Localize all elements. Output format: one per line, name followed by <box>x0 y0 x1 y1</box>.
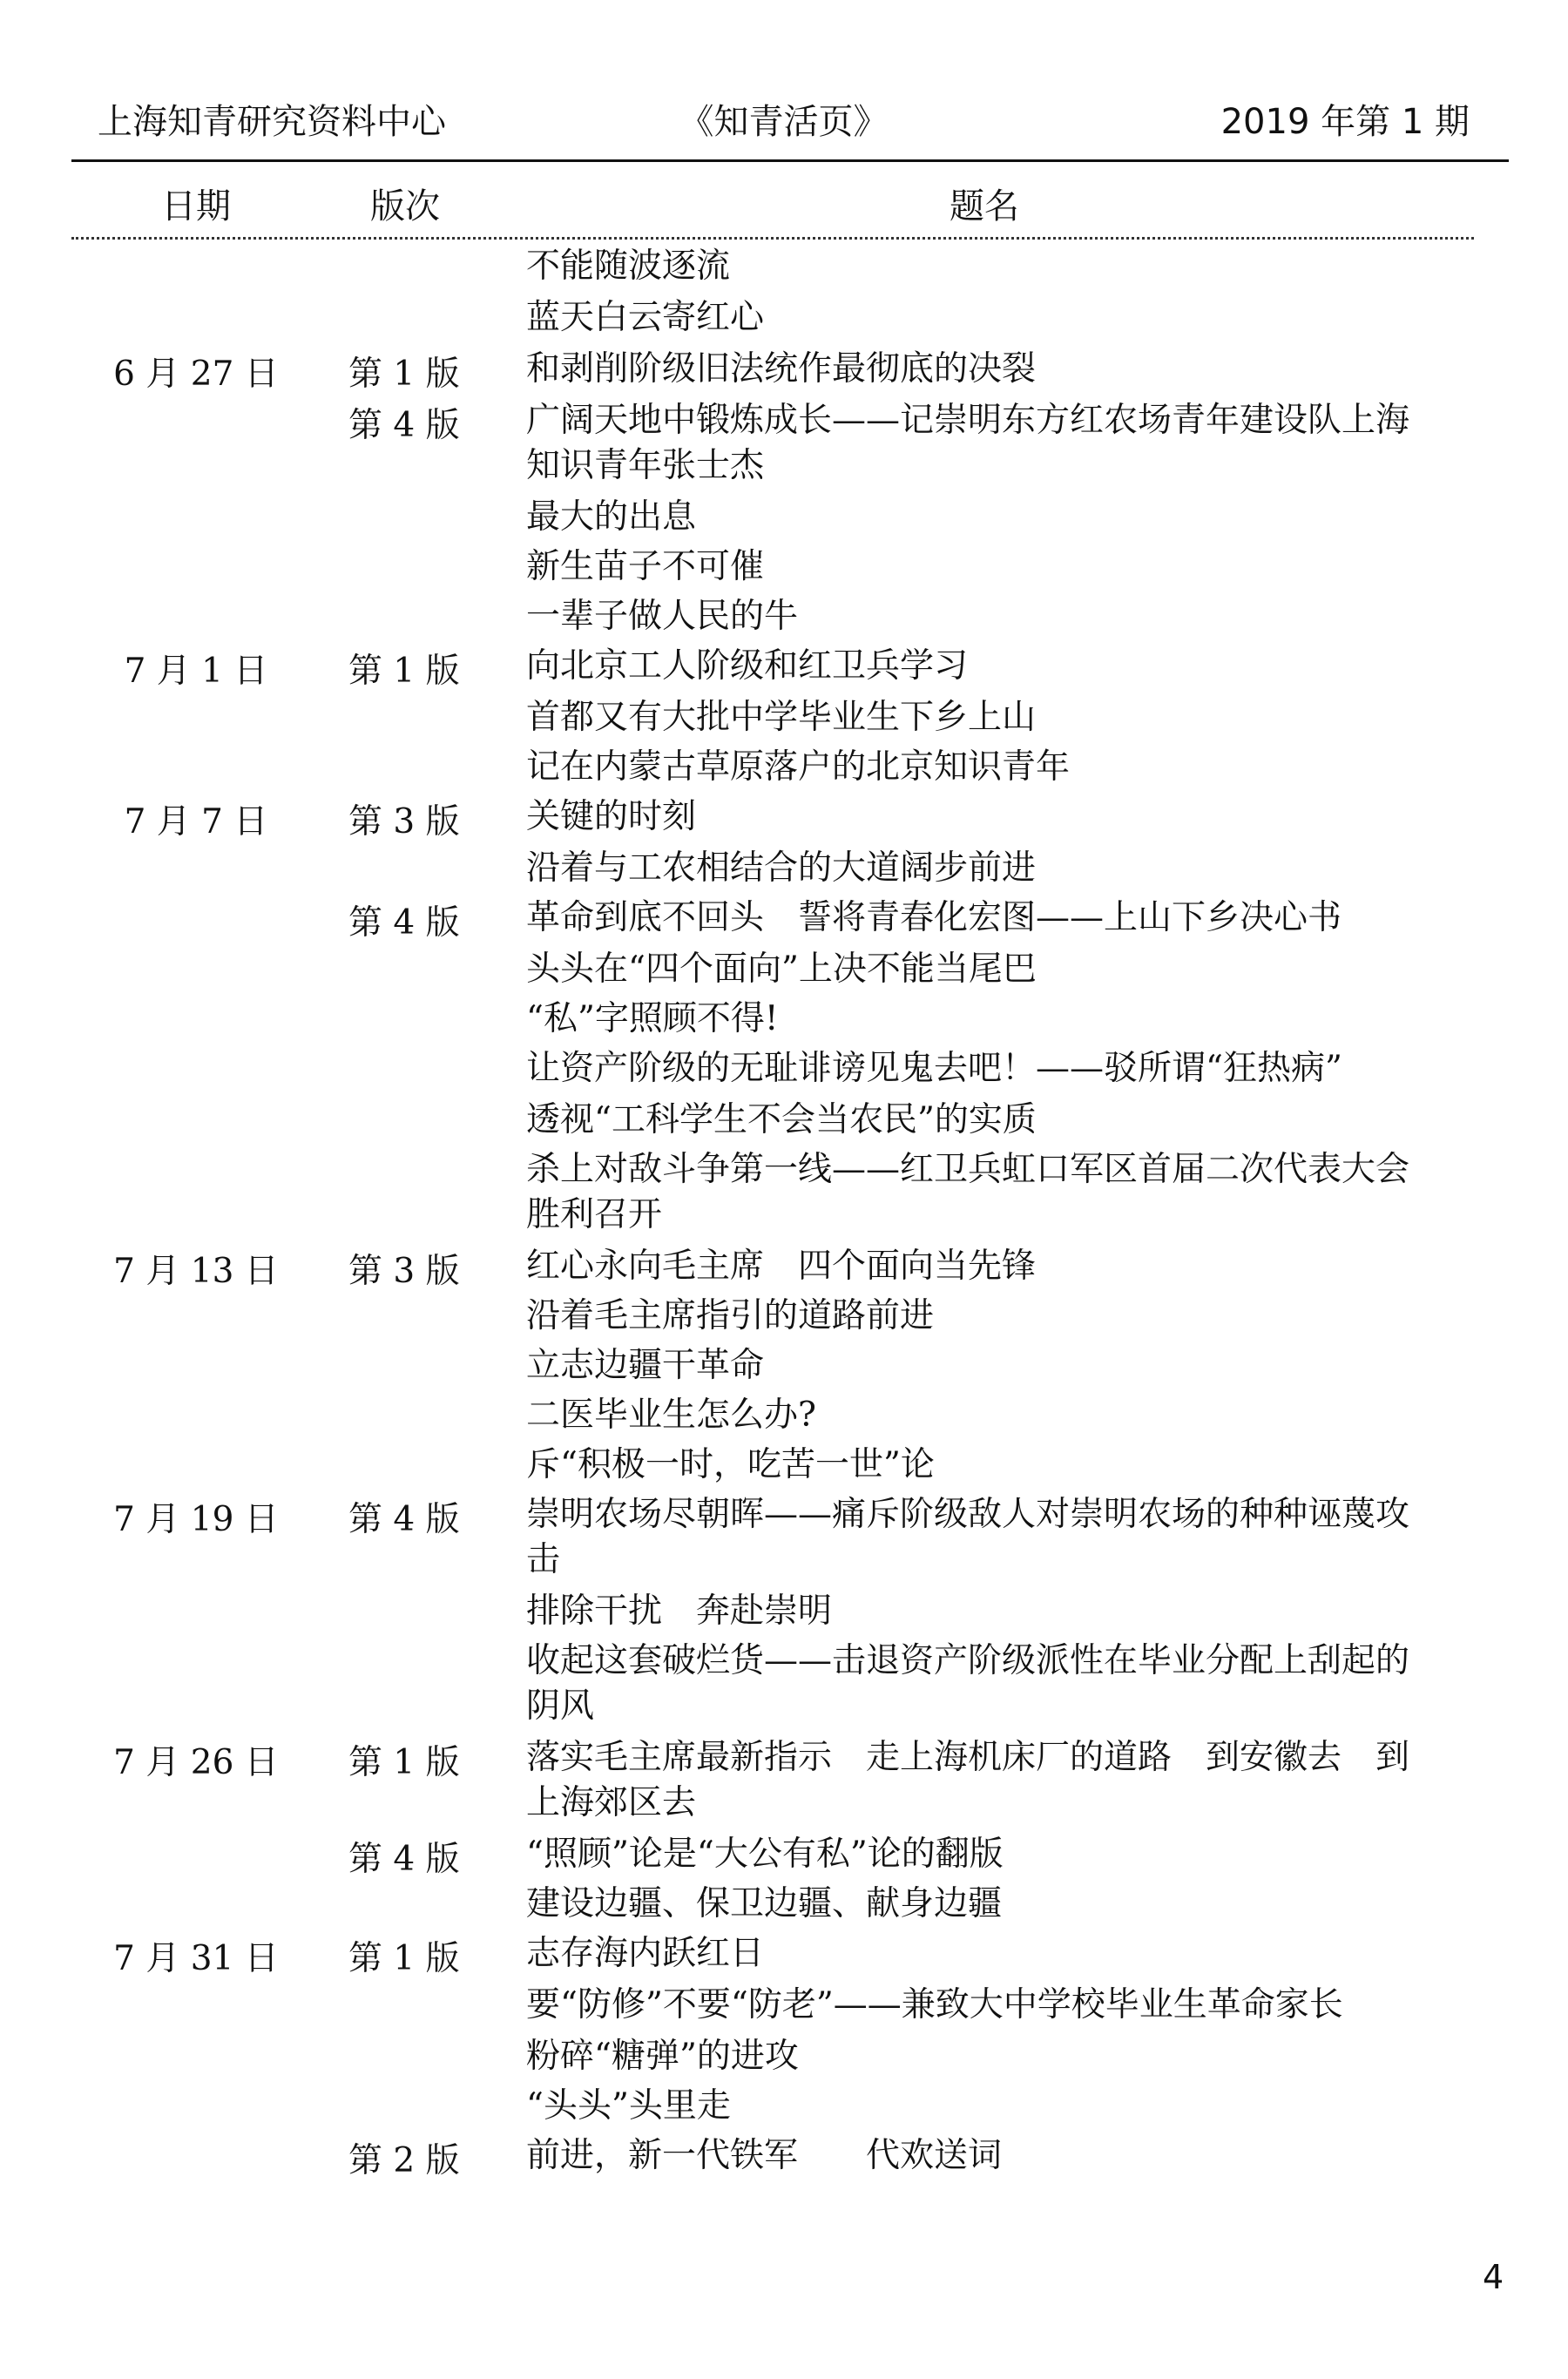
table-row <box>0 846 1568 891</box>
table-row <box>0 1393 1568 1438</box>
row-date: 7 月 26 日 <box>113 1743 279 1782</box>
row-title: 向北京工人阶级和红卫兵学习 <box>526 646 969 686</box>
table-row <box>0 1046 1568 1092</box>
table-row <box>0 398 1568 489</box>
table-row <box>0 1343 1568 1389</box>
row-title: “头头”头里走 <box>526 2086 731 2126</box>
table-row <box>0 1832 1568 1877</box>
row-title: 蓝天白云寄红心 <box>526 298 765 337</box>
header-issue: 2019 年第 1 期 <box>1220 102 1470 142</box>
header-rule <box>71 159 1509 162</box>
row-title: 沿着毛主席指引的道路前进 <box>526 1296 935 1335</box>
column-header-date: 日期 <box>161 186 231 226</box>
table-row <box>0 1735 1568 1826</box>
row-title: 二医毕业生怎么办? <box>526 1396 816 1435</box>
row-title: 一辈子做人民的牛 <box>526 597 799 636</box>
row-date: 7 月 7 日 <box>124 802 268 841</box>
column-header-edition: 版次 <box>370 186 440 226</box>
row-title: “私”字照顾不得! <box>526 999 779 1038</box>
row-title: 广阔天地中锻炼成长——记崇明东方红农场青年建设队上海知识青年张士杰 <box>526 401 1410 485</box>
row-edition: 第 4 版 <box>348 406 460 445</box>
row-title: 建设边疆、保卫边疆、献身边疆 <box>526 1884 1003 1923</box>
row-date: 7 月 31 日 <box>113 1939 279 1978</box>
table-row <box>0 947 1568 992</box>
row-edition: 第 3 版 <box>348 1252 460 1291</box>
table-row <box>0 896 1568 941</box>
table-row <box>0 745 1568 790</box>
row-edition: 第 1 版 <box>348 1743 460 1782</box>
row-title: 立志边疆干革命 <box>526 1346 765 1385</box>
table-row <box>0 2034 1568 2079</box>
row-title: 让资产阶级的无耻诽谤见鬼去吧！——驳所谓“狂热病” <box>526 1049 1342 1088</box>
row-edition: 第 4 版 <box>348 1500 460 1539</box>
table-row <box>0 295 1568 341</box>
table-row <box>0 244 1568 289</box>
table-row <box>0 644 1568 689</box>
table-row <box>0 594 1568 639</box>
row-title: 记在内蒙古草原落户的北京知识青年 <box>526 747 1071 787</box>
row-edition: 第 1 版 <box>348 1939 460 1978</box>
row-date: 7 月 1 日 <box>124 652 268 691</box>
header-organization: 上海知青研究资料中心 <box>98 102 446 142</box>
row-title: 红心永向毛主席 四个面向当先锋 <box>526 1247 1037 1286</box>
table-row <box>0 695 1568 740</box>
row-edition: 第 4 版 <box>348 1840 460 1879</box>
row-title: 崇明农场尽朝晖——痛斥阶级敌人对崇明农场的种种诬蔑攻击 <box>526 1495 1410 1579</box>
table-row <box>0 1639 1568 1729</box>
table-row <box>0 1443 1568 1488</box>
row-title: 透视“工科学生不会当农民”的实质 <box>526 1100 1037 1139</box>
table-row <box>0 2084 1568 2129</box>
table-row <box>0 1492 1568 1583</box>
table-row <box>0 1589 1568 1634</box>
row-title: 首都又有大批中学毕业生下乡上山 <box>526 698 1037 737</box>
table-row <box>0 1882 1568 1927</box>
row-title: 收起这套破烂货——击退资产阶级派性在毕业分配上刮起的阴风 <box>526 1641 1410 1726</box>
header-publication: 《知青活页》 <box>679 102 889 142</box>
index-table <box>0 244 1568 2183</box>
row-title: 粉碎“糖弹”的进攻 <box>526 2037 799 2076</box>
table-row <box>0 1931 1568 1977</box>
table-row <box>0 997 1568 1042</box>
row-title: 沿着与工农相结合的大道阔步前进 <box>526 848 1037 888</box>
row-title: 前进，新一代铁军 代欢送词 <box>526 2136 1003 2175</box>
row-title: 革命到底不回头 誓将青春化宏图——上山下乡决心书 <box>526 898 1342 937</box>
table-row <box>0 1983 1568 2028</box>
row-title: 最大的出息 <box>526 497 697 537</box>
row-edition: 第 1 版 <box>348 355 460 394</box>
row-title: “照顾”论是“大公有私”论的翻版 <box>526 1835 1004 1874</box>
table-row <box>0 1294 1568 1339</box>
row-title: 关键的时刻 <box>526 797 697 836</box>
row-title: 要“防修”不要“防老”——兼致大中学校毕业生革命家长 <box>526 1985 1343 2024</box>
table-row <box>0 1098 1568 1143</box>
row-title: 头头在“四个面向”上决不能当尾巴 <box>526 950 1037 989</box>
row-edition: 第 1 版 <box>348 652 460 691</box>
row-date: 6 月 27 日 <box>113 355 279 394</box>
row-edition: 第 4 版 <box>348 903 460 943</box>
row-title: 排除干扰 奔赴崇明 <box>526 1592 833 1631</box>
column-header-title: 题名 <box>950 186 1019 226</box>
row-date: 7 月 13 日 <box>113 1252 279 1291</box>
table-row <box>0 495 1568 540</box>
table-row <box>0 2133 1568 2179</box>
row-title: 不能随波逐流 <box>526 247 731 286</box>
row-title: 和剥削阶级旧法统作最彻底的决裂 <box>526 349 1037 389</box>
row-date: 7 月 19 日 <box>113 1500 279 1539</box>
page-number: 4 <box>1483 2258 1504 2296</box>
table-row <box>0 794 1568 840</box>
table-row <box>0 1147 1568 1238</box>
table-row <box>0 544 1568 590</box>
page-header <box>98 94 1470 146</box>
row-edition: 第 3 版 <box>348 802 460 841</box>
row-title: 落实毛主席最新指示 走上海机床厂的道路 到安徽去 到上海郊区去 <box>526 1738 1410 1822</box>
row-title: 杀上对敌斗争第一线——红卫兵虹口军区首届二次代表大会胜利召开 <box>526 1150 1410 1234</box>
column-header-rule <box>71 237 1474 240</box>
row-title: 志存海内跃红日 <box>526 1934 765 1973</box>
table-row <box>0 347 1568 392</box>
row-title: 新生苗子不可催 <box>526 547 765 586</box>
row-edition: 第 2 版 <box>348 2141 460 2180</box>
row-title: 斥“积极一时，吃苦一世”论 <box>526 1445 935 1484</box>
table-row <box>0 1244 1568 1289</box>
